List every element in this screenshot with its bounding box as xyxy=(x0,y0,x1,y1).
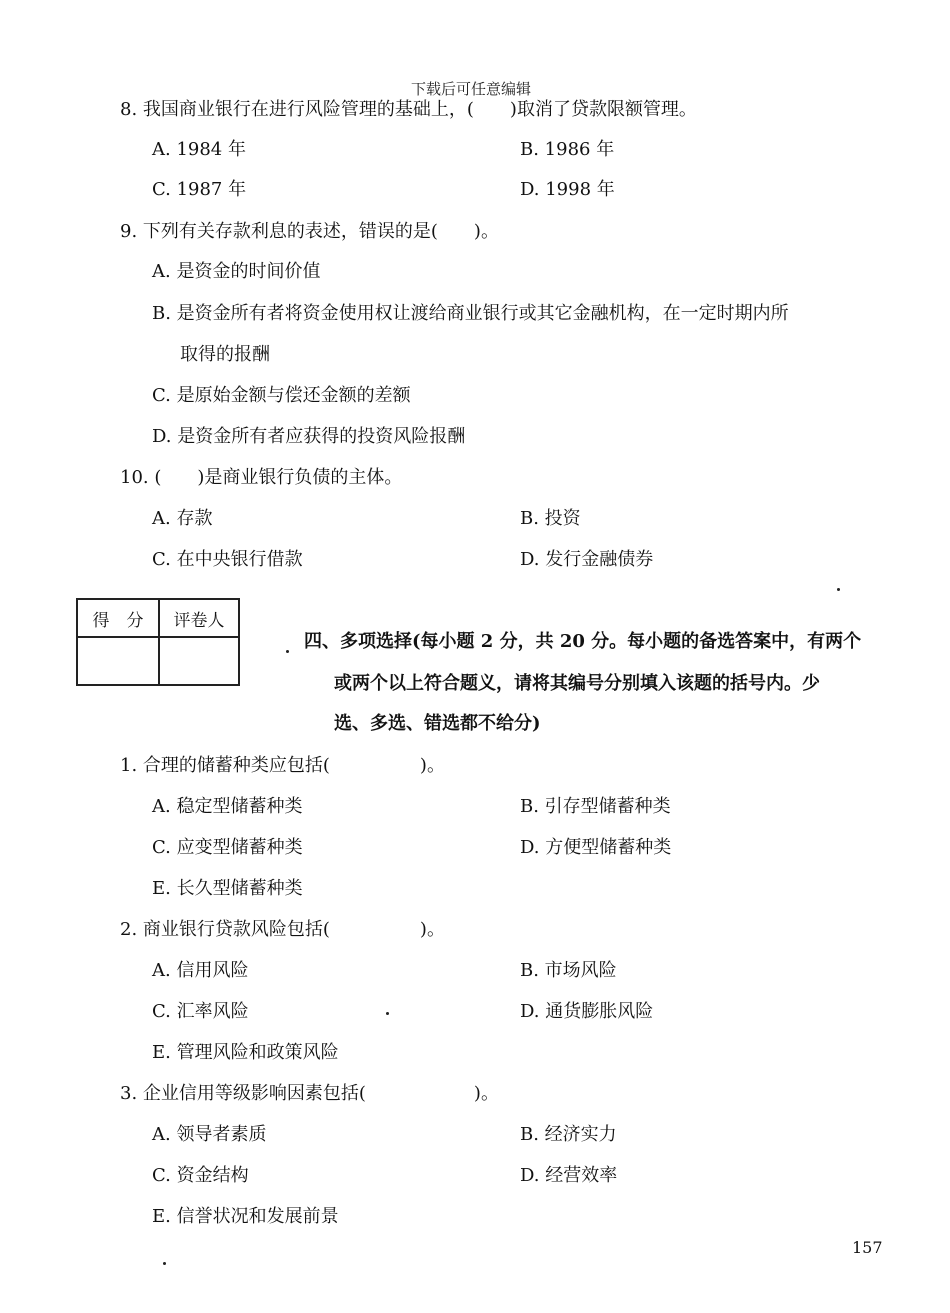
multi-question-1-option-c: C. 应变型储蓄种类 xyxy=(152,837,303,858)
watermark: 下载后可任意编辑 xyxy=(411,80,532,98)
question-9-option-c: C. 是原始金额与偿还金额的差额 xyxy=(152,385,411,406)
score-header: 得 分 xyxy=(77,599,159,637)
section-4-instructions-2: 选、多选、错选都不给分) xyxy=(334,713,541,734)
page-number: 157 xyxy=(852,1238,883,1257)
question-8-option-d: D. 1998 年 xyxy=(520,179,615,200)
multi-question-3-stem: 3. 企业信用等级影响因素包括( )。 xyxy=(120,1083,499,1104)
question-8-stem: 8. 我国商业银行在进行风险管理的基础上，( )取消了贷款限额管理。 xyxy=(120,99,697,120)
grader-header: 评卷人 xyxy=(159,599,239,637)
multi-question-1-option-d: D. 方便型储蓄种类 xyxy=(520,837,672,858)
multi-question-1-stem: 1. 合理的储蓄种类应包括( )。 xyxy=(120,755,445,776)
score-table xyxy=(76,598,240,686)
score-cell xyxy=(77,637,159,685)
multi-question-3-option-c: C. 资金结构 xyxy=(152,1165,249,1186)
question-9-option-b: B. 是资金所有者将资金使用权让渡给商业银行或其它金融机构，在一定时期内所 xyxy=(152,303,789,324)
multi-question-2-option-c: C. 汇率风险 xyxy=(152,1001,249,1022)
question-8-option-c: C. 1987 年 xyxy=(152,179,247,200)
question-10-option-a: A. 存款 xyxy=(152,508,213,529)
multi-question-3-option-b: B. 经济实力 xyxy=(520,1124,617,1145)
multi-question-3-option-d: D. 经营效率 xyxy=(520,1165,618,1186)
question-9-stem: 9. 下列有关存款利息的表述，错误的是( )。 xyxy=(120,221,499,242)
multi-question-2-stem: 2. 商业银行贷款风险包括( )。 xyxy=(120,919,445,940)
multi-question-1-option-a: A. 稳定型储蓄种类 xyxy=(152,796,303,817)
question-9-option-a: A. 是资金的时间价值 xyxy=(152,261,321,282)
multi-question-2-option-b: B. 市场风险 xyxy=(520,960,617,981)
section-4-title: 四、多项选择(每小题 2 分，共 20 分。每小题的备选答案中，有两个 xyxy=(304,631,862,652)
scan-speck xyxy=(386,1012,389,1015)
question-8-option-b: B. 1986 年 xyxy=(520,139,615,160)
multi-question-1-option-b: B. 引存型储蓄种类 xyxy=(520,796,671,817)
question-9-option-b-cont: 取得的报酬 xyxy=(180,344,270,365)
scan-speck xyxy=(286,650,289,653)
grader-cell xyxy=(159,637,239,685)
question-10-option-b: B. 投资 xyxy=(520,508,581,529)
section-4-instructions-1: 或两个以上符合题义，请将其编号分别填入该题的括号内。少 xyxy=(334,673,820,694)
multi-question-1-option-e: E. 长久型储蓄种类 xyxy=(152,878,303,899)
multi-question-2-option-e: E. 管理风险和政策风险 xyxy=(152,1042,339,1063)
question-10-stem: 10. ( )是商业银行负债的主体。 xyxy=(120,467,403,488)
question-10-option-c: C. 在中央银行借款 xyxy=(152,549,303,570)
scan-speck xyxy=(163,1262,166,1265)
multi-question-3-option-a: A. 领导者素质 xyxy=(152,1124,267,1145)
multi-question-3-option-e: E. 信誉状况和发展前景 xyxy=(152,1206,339,1227)
question-10-option-d: D. 发行金融债券 xyxy=(520,549,654,570)
question-9-option-d: D. 是资金所有者应获得的投资风险报酬 xyxy=(152,426,466,447)
multi-question-2-option-a: A. 信用风险 xyxy=(152,960,249,981)
multi-question-2-option-d: D. 通货膨胀风险 xyxy=(520,1001,654,1022)
question-8-option-a: A. 1984 年 xyxy=(152,139,246,160)
scan-speck xyxy=(837,588,840,591)
